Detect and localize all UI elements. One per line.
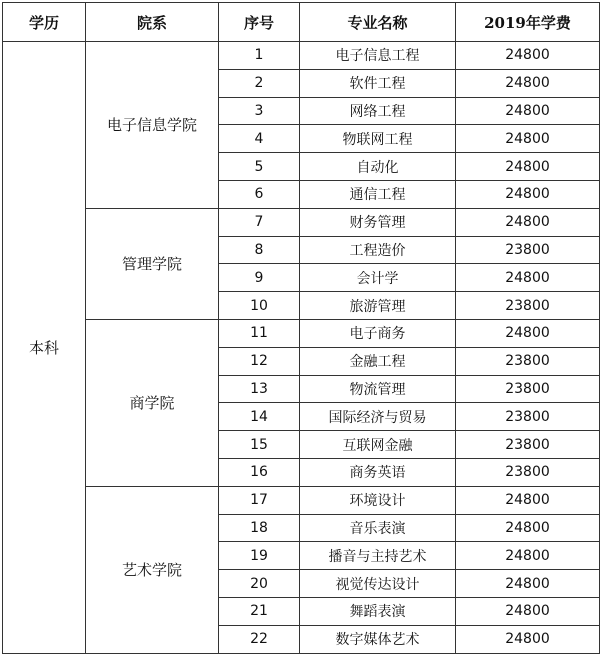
major-cell: 网络工程 (300, 97, 456, 125)
seq-cell: 10 (219, 292, 300, 320)
tuition-table (2, 2, 600, 654)
seq-cell: 2 (219, 69, 300, 97)
seq-cell: 5 (219, 153, 300, 181)
major-cell: 视觉传达设计 (300, 570, 456, 598)
major-cell: 音乐表演 (300, 514, 456, 542)
seq-cell: 16 (219, 458, 300, 486)
seq-cell: 3 (219, 97, 300, 125)
major-cell: 数字媒体艺术 (300, 625, 456, 653)
seq-cell: 11 (219, 319, 300, 347)
fee-cell: 24800 (456, 542, 600, 570)
seq-cell: 14 (219, 403, 300, 431)
fee-cell: 23800 (456, 403, 600, 431)
fee-cell: 24800 (456, 125, 600, 153)
college-cell: 商学院 (86, 319, 219, 486)
major-cell: 播音与主持艺术 (300, 542, 456, 570)
fee-cell: 23800 (456, 375, 600, 403)
table-row (3, 208, 600, 236)
header-fee: 2019年学费 (456, 3, 600, 42)
fee-cell: 24800 (456, 69, 600, 97)
fee-cell: 23800 (456, 458, 600, 486)
seq-cell: 13 (219, 375, 300, 403)
college-cell: 艺术学院 (86, 486, 219, 653)
table-row (3, 42, 600, 70)
major-cell: 电子信息工程 (300, 42, 456, 70)
major-cell: 商务英语 (300, 458, 456, 486)
fee-cell: 24800 (456, 97, 600, 125)
fee-cell: 24800 (456, 264, 600, 292)
fee-cell: 24800 (456, 570, 600, 598)
major-cell: 会计学 (300, 264, 456, 292)
seq-cell: 9 (219, 264, 300, 292)
seq-cell: 19 (219, 542, 300, 570)
major-cell: 物流管理 (300, 375, 456, 403)
seq-cell: 8 (219, 236, 300, 264)
major-cell: 国际经济与贸易 (300, 403, 456, 431)
major-cell: 自动化 (300, 153, 456, 181)
major-cell: 工程造价 (300, 236, 456, 264)
seq-cell: 12 (219, 347, 300, 375)
fee-cell: 24800 (456, 153, 600, 181)
major-cell: 舞蹈表演 (300, 597, 456, 625)
seq-cell: 20 (219, 570, 300, 598)
fee-cell: 24800 (456, 514, 600, 542)
fee-cell: 24800 (456, 208, 600, 236)
tuition-table-container (2, 2, 600, 654)
fee-cell: 24800 (456, 180, 600, 208)
seq-cell: 17 (219, 486, 300, 514)
seq-cell: 18 (219, 514, 300, 542)
seq-cell: 6 (219, 180, 300, 208)
header-education: 学历 (3, 3, 86, 42)
fee-cell: 24800 (456, 597, 600, 625)
college-cell: 电子信息学院 (86, 42, 219, 209)
fee-cell: 24800 (456, 625, 600, 653)
fee-cell: 23800 (456, 292, 600, 320)
table-row (3, 486, 600, 514)
major-cell: 通信工程 (300, 180, 456, 208)
major-cell: 互联网金融 (300, 431, 456, 459)
major-cell: 电子商务 (300, 319, 456, 347)
header-row (3, 3, 600, 42)
seq-cell: 7 (219, 208, 300, 236)
header-major: 专业名称 (300, 3, 456, 42)
major-cell: 旅游管理 (300, 292, 456, 320)
table-body (3, 42, 600, 654)
major-cell: 软件工程 (300, 69, 456, 97)
seq-cell: 1 (219, 42, 300, 70)
major-cell: 物联网工程 (300, 125, 456, 153)
education-cell: 本科 (3, 42, 86, 654)
header-seq: 序号 (219, 3, 300, 42)
seq-cell: 21 (219, 597, 300, 625)
fee-cell: 23800 (456, 347, 600, 375)
seq-cell: 15 (219, 431, 300, 459)
fee-cell: 24800 (456, 319, 600, 347)
fee-cell: 23800 (456, 431, 600, 459)
major-cell: 金融工程 (300, 347, 456, 375)
major-cell: 环境设计 (300, 486, 456, 514)
table-row (3, 319, 600, 347)
major-cell: 财务管理 (300, 208, 456, 236)
table-header (3, 3, 600, 42)
fee-cell: 23800 (456, 236, 600, 264)
header-college: 院系 (86, 3, 219, 42)
seq-cell: 22 (219, 625, 300, 653)
college-cell: 管理学院 (86, 208, 219, 319)
fee-cell: 24800 (456, 486, 600, 514)
fee-cell: 24800 (456, 42, 600, 70)
seq-cell: 4 (219, 125, 300, 153)
